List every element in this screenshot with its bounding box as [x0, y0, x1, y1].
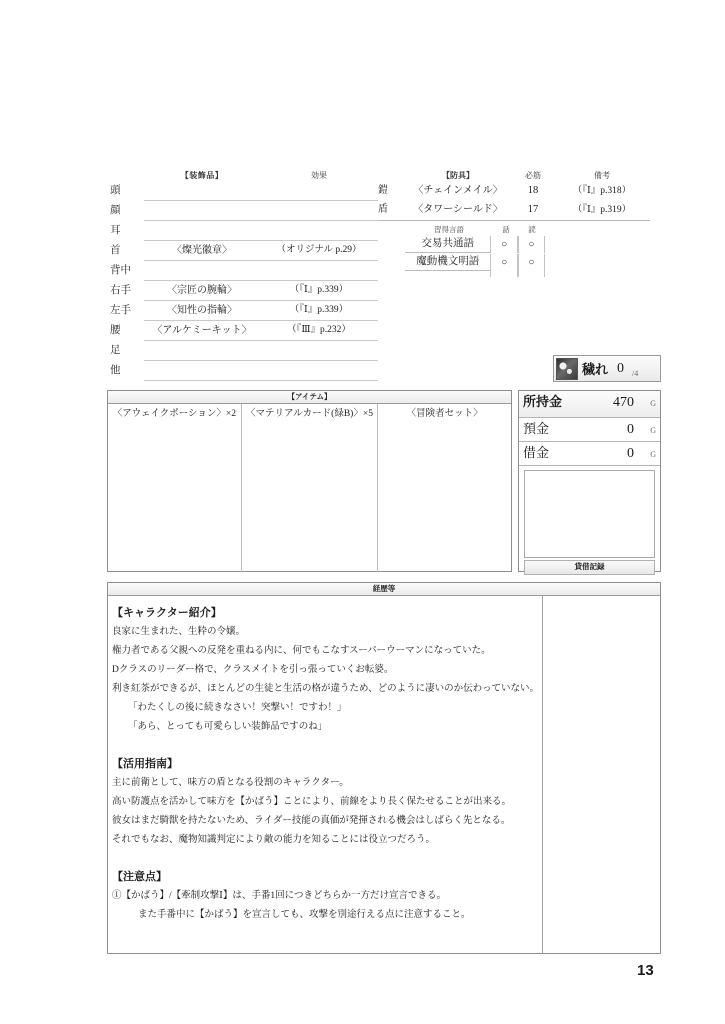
accessory-slot-label: 首 — [110, 241, 144, 261]
money-row-savings[interactable] — [519, 418, 660, 442]
accessory-name-value: 〈知性の指輪〉 — [144, 301, 260, 321]
money-row-debt[interactable] — [519, 442, 660, 466]
language-table-footer — [405, 271, 545, 277]
accessory-effect-value: （『Ⅰ』p.339） — [260, 281, 378, 301]
accessory-header-effect: 効果 — [311, 171, 327, 180]
accessory-slot-label: 背中 — [110, 261, 144, 281]
section-line: また手番中に【かばう】を宣言しても、攻撃を別途行える点に注意すること。 — [138, 910, 471, 920]
ledger-notes-area[interactable] — [524, 470, 655, 558]
defilement-value: 0 — [617, 360, 625, 376]
armour-slot-label: 盾 — [378, 204, 388, 215]
accessory-name-value — [144, 220, 260, 221]
accessory-table — [110, 168, 378, 381]
accessory-slot-label: 他 — [110, 361, 144, 381]
background-body — [108, 596, 660, 954]
background-side-area[interactable] — [543, 596, 660, 954]
money-label: 預金 — [523, 421, 550, 436]
armour-slot-label: 鎧 — [378, 185, 388, 196]
section-heading-cautions: 【注意点】 — [112, 871, 167, 883]
money-unit: G — [650, 399, 656, 408]
accessory-effect-value: （オリジナル p.29） — [260, 241, 378, 261]
item-entry: 〈冒険者セット〉 — [406, 409, 483, 419]
accessory-name-value — [144, 360, 260, 361]
accessory-name-value — [144, 200, 260, 201]
language-row[interactable] — [405, 253, 545, 271]
item-box — [107, 390, 512, 572]
armour-header-required-strength: 必筋 — [525, 171, 541, 180]
armour-table — [378, 168, 650, 221]
money-value: 0 — [627, 422, 634, 437]
armour-header-note: 備考 — [594, 171, 610, 180]
money-box — [518, 390, 661, 572]
accessory-slot-label: 耳 — [110, 221, 144, 241]
section-line: それでもなお、魔物知識判定により敵の能力を知ることには役立つだろう。 — [112, 835, 436, 845]
language-header-name: 習得言語 — [434, 225, 464, 234]
item-column[interactable] — [108, 404, 242, 572]
background-box — [107, 582, 661, 954]
accessory-row[interactable] — [110, 241, 378, 261]
language-name: 交易共通語 — [405, 235, 490, 253]
accessory-slot-label: 頭 — [110, 181, 144, 201]
section-line: 主に前衛として、味方の盾となる役割のキャラクター。 — [112, 778, 349, 788]
section-line: 利き紅茶ができるが、ほとんどの生徒と生活の格が違うため、どのように凄いのか伝わっていない。 — [112, 684, 540, 694]
language-table-header — [405, 224, 545, 235]
accessory-name-value — [144, 380, 260, 381]
armour-row[interactable] — [378, 200, 650, 219]
defilement-max: /4 — [632, 369, 639, 378]
accessory-row[interactable] — [110, 341, 378, 361]
accessory-table-header — [110, 168, 378, 181]
accessory-row[interactable] — [110, 281, 378, 301]
accessory-row[interactable] — [110, 181, 378, 201]
section-line-quote: 「わたくしの後に続きなさい！突撃い！ですわ！」 — [128, 703, 347, 713]
section-line: Dクラスのリーダー格で、クラスメイトを引っ張っていくお転婆。 — [112, 665, 394, 675]
accessory-row[interactable] — [110, 261, 378, 281]
page-number: 13 — [637, 962, 654, 979]
language-name: 魔動機文明語 — [405, 253, 490, 271]
armour-required-value: 18 — [527, 185, 539, 196]
armour-name-value: 〈タワーシールド〉 — [413, 204, 503, 215]
language-footer-spacer — [405, 271, 490, 277]
section-line: 権力者である父親への反発を重ねる内に、何でもこなすスーパーウーマンになっていた。 — [112, 646, 491, 656]
accessory-row[interactable] — [110, 321, 378, 341]
item-column[interactable] — [378, 404, 511, 572]
money-unit: G — [650, 426, 656, 435]
armour-name-value: 〈チェインメイル〉 — [413, 185, 503, 196]
accessory-slot-label: 顔 — [110, 201, 144, 221]
defilement-box[interactable] — [553, 355, 661, 382]
language-read-mark[interactable]: ○ — [518, 236, 545, 253]
language-footer-speak-cell — [490, 271, 517, 277]
accessory-row[interactable] — [110, 221, 378, 241]
item-entry: 〈アウェイクポーション〉×2 — [112, 409, 236, 419]
accessory-name-value: 〈宗匠の腕輪〉 — [144, 281, 260, 301]
background-box-title: 経歴等 — [108, 583, 660, 596]
section-line: ①【かばう】/【牽制攻撃Ⅰ】は、手番1回につきどちらか一方だけ宣言できる。 — [112, 891, 446, 901]
armour-note-value: （『Ⅰ』p.319） — [572, 205, 632, 215]
money-row-carried[interactable] — [519, 391, 660, 418]
armour-required-value: 17 — [527, 204, 539, 215]
item-columns — [108, 404, 511, 572]
money-value: 0 — [627, 446, 634, 461]
armour-table-header — [378, 168, 650, 181]
accessory-slot-label: 腰 — [110, 321, 144, 341]
accessory-row[interactable] — [110, 361, 378, 381]
ledger-label: 貸借記録 — [524, 560, 655, 575]
money-value: 470 — [613, 395, 634, 410]
accessory-header-name: 【装飾品】 — [180, 171, 224, 180]
accessory-effect-value — [260, 200, 378, 201]
accessory-effect-value — [260, 360, 378, 361]
accessory-slot-label: 足 — [110, 341, 144, 361]
language-read-mark[interactable]: ○ — [518, 254, 545, 271]
accessory-effect-value: （『Ⅰ』p.339） — [260, 301, 378, 321]
item-column[interactable] — [242, 404, 378, 572]
accessory-slot-label: 左手 — [110, 301, 144, 321]
money-unit: G — [650, 450, 656, 459]
background-text-area[interactable] — [108, 596, 543, 954]
language-speak-mark[interactable]: ○ — [490, 254, 517, 271]
accessory-effect-value: （『Ⅲ』p.232） — [260, 321, 378, 341]
accessory-effect-value — [260, 220, 378, 221]
defilement-label: 穢れ — [582, 362, 609, 377]
language-table — [405, 224, 545, 277]
item-box-title: 【アイテム】 — [108, 391, 511, 404]
armour-header-name: 【防具】 — [442, 171, 474, 180]
section-line: 良家に生まれた、生粋の令嬢。 — [112, 627, 246, 637]
language-header-speak: 話 — [502, 225, 510, 234]
accessory-name-value: 〈アルケミーキット〉 — [144, 321, 260, 341]
accessory-row[interactable] — [110, 201, 378, 221]
armour-note-value: （『Ⅰ』p.318） — [572, 186, 632, 196]
accessory-name-value: 〈燦光徽章〉 — [144, 241, 260, 261]
item-entry: 〈マテリアルカード(緑B)〉×5 — [246, 409, 373, 419]
accessory-slot-label: 右手 — [110, 281, 144, 301]
language-speak-mark[interactable]: ○ — [490, 236, 517, 253]
armour-row[interactable] — [378, 181, 650, 200]
section-heading-usage-guide: 【活用指南】 — [112, 758, 178, 770]
section-heading-character-intro: 【キャラクター紹介】 — [112, 607, 222, 619]
section-gap — [112, 737, 542, 753]
money-label: 所持金 — [523, 394, 563, 409]
accessory-effect-value — [260, 380, 378, 381]
money-label: 借金 — [523, 445, 550, 460]
section-line: 彼女はまだ騎獣を持たないため、ライダー技能の真価が発揮される機会はしばらく先となる。 — [112, 816, 511, 826]
accessory-row[interactable] — [110, 301, 378, 321]
section-line: 高い防護点を活かして味方を【かばう】ことにより、前線をより長く保たせることが出来る。 — [112, 797, 512, 807]
defilement-icon — [556, 358, 578, 380]
language-header-read: 読 — [528, 225, 536, 234]
language-footer-read-cell — [518, 271, 545, 277]
language-row[interactable] — [405, 235, 545, 253]
armour-divider — [378, 220, 650, 221]
section-gap — [112, 850, 542, 866]
section-line-quote: 「あら、とっても可愛らしい装飾品ですのね」 — [128, 722, 328, 732]
